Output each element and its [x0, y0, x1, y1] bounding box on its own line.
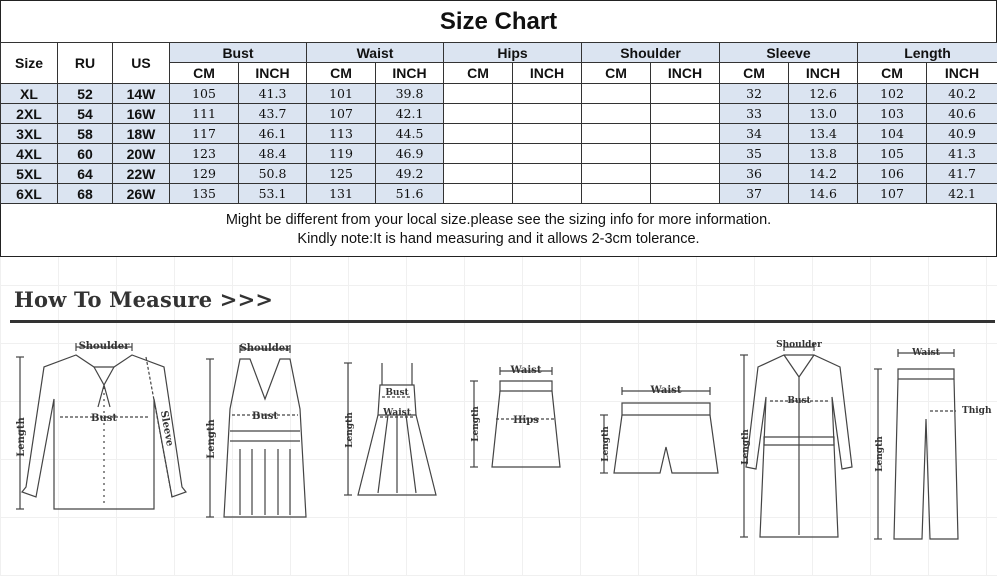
cell-waist-inch: 51.6	[376, 184, 444, 204]
size-notes	[0, 204, 997, 257]
note-line-1: Might be different from your local size.please see the sizing info for more information.	[225, 212, 772, 228]
cell-size: XL	[1, 84, 58, 104]
cell-sleeve-inch: 13.0	[789, 104, 858, 124]
cell-size: 6XL	[1, 184, 58, 204]
cell-waist-cm: 119	[307, 144, 376, 164]
cell-sleeve-inch: 13.8	[789, 144, 858, 164]
skirt-hips-label: Hips	[513, 415, 539, 426]
header-size: Size	[1, 43, 58, 84]
cell-sleeve-inch: 14.6	[789, 184, 858, 204]
unit-header-length-cm: CM	[858, 63, 927, 84]
shorts-diagram	[592, 377, 732, 497]
blouse-shoulder-label: Shoulder	[78, 341, 130, 352]
cell-hips-cm	[444, 104, 513, 124]
cell-us: 16W	[113, 104, 170, 124]
cell-size: 2XL	[1, 104, 58, 124]
pants-length-label: Length	[875, 436, 885, 472]
cell-shoulder-cm	[582, 124, 651, 144]
how-to-measure-heading: How To Measure >>>	[14, 287, 274, 312]
cell-sleeve-cm: 34	[720, 124, 789, 144]
cell-shoulder-inch	[651, 164, 720, 184]
cell-bust-cm: 129	[170, 164, 239, 184]
skirt-length-label: Length	[471, 406, 481, 442]
cell-waist-inch: 44.5	[376, 124, 444, 144]
cell-length-cm: 103	[858, 104, 927, 124]
cell-length-cm: 105	[858, 144, 927, 164]
cell-waist-inch: 49.2	[376, 164, 444, 184]
cell-hips-inch	[513, 184, 582, 204]
tank-length-label: Length	[206, 419, 217, 459]
cell-sleeve-inch: 14.2	[789, 164, 858, 184]
cell-shoulder-cm	[582, 164, 651, 184]
shorts-length-label: Length	[601, 426, 611, 462]
tank-bust-label: Bust	[252, 411, 278, 422]
blouse-length-label: Length	[16, 417, 27, 457]
unit-header-waist-inch: INCH	[376, 63, 444, 84]
coat-length-label: Length	[741, 429, 751, 465]
unit-header-hips-cm: CM	[444, 63, 513, 84]
dress-diagram	[338, 355, 456, 555]
coat-bust-label: Bust	[787, 396, 811, 406]
cell-ru: 60	[58, 144, 113, 164]
cell-bust-inch: 53.1	[239, 184, 307, 204]
cell-waist-inch: 39.8	[376, 84, 444, 104]
cell-length-cm: 102	[858, 84, 927, 104]
tank-top-diagram	[200, 339, 330, 575]
coat-shoulder-label: Shoulder	[776, 340, 822, 350]
size-rows	[1, 84, 997, 204]
header-bust: Bust	[170, 43, 307, 63]
cell-hips-cm	[444, 164, 513, 184]
cell-length-cm: 107	[858, 184, 927, 204]
cell-hips-inch	[513, 144, 582, 164]
cell-hips-inch	[513, 164, 582, 184]
unit-header-bust-cm: CM	[170, 63, 239, 84]
cell-length-inch: 42.1	[927, 184, 997, 204]
pants-thigh-label: Thigh	[962, 406, 992, 416]
skirt-waist-label: Waist	[510, 365, 542, 376]
unit-header-length-inch: INCH	[927, 63, 997, 84]
dress-waist-label: Waist	[383, 408, 411, 418]
cell-hips-cm	[444, 184, 513, 204]
cell-ru: 64	[58, 164, 113, 184]
size-table	[0, 42, 997, 204]
cell-shoulder-inch	[651, 184, 720, 204]
cell-hips-inch	[513, 104, 582, 124]
cell-us: 26W	[113, 184, 170, 204]
cell-ru: 54	[58, 104, 113, 124]
cell-waist-inch: 46.9	[376, 144, 444, 164]
cell-waist-cm: 125	[307, 164, 376, 184]
cell-hips-cm	[444, 84, 513, 104]
cell-bust-cm: 117	[170, 124, 239, 144]
cell-length-inch: 41.3	[927, 144, 997, 164]
cell-sleeve-cm: 32	[720, 84, 789, 104]
header-sleeve: Sleeve	[720, 43, 858, 63]
unit-header-hips-inch: INCH	[513, 63, 582, 84]
cell-shoulder-cm	[582, 144, 651, 164]
cell-us: 22W	[113, 164, 170, 184]
cell-bust-cm: 123	[170, 144, 239, 164]
blouse-diagram	[14, 337, 194, 575]
shorts-waist-label: Waist	[650, 385, 682, 396]
pants-diagram	[868, 339, 992, 575]
cell-size: 5XL	[1, 164, 58, 184]
cell-length-cm: 106	[858, 164, 927, 184]
pants-waist-label: Waist	[912, 348, 940, 358]
cell-size: 4XL	[1, 144, 58, 164]
blouse-sleeve-label: Sleeve	[157, 409, 175, 448]
cell-shoulder-cm	[582, 104, 651, 124]
cell-length-inch: 40.6	[927, 104, 997, 124]
tank-shoulder-label: Shoulder	[239, 343, 291, 354]
cell-sleeve-cm: 35	[720, 144, 789, 164]
unit-header-waist-cm: CM	[307, 63, 376, 84]
cell-ru: 68	[58, 184, 113, 204]
cell-length-inch: 41.7	[927, 164, 997, 184]
table-row	[1, 124, 997, 144]
coat-diagram	[734, 337, 864, 573]
cell-shoulder-inch	[651, 124, 720, 144]
cell-bust-inch: 46.1	[239, 124, 307, 144]
unit-header-shoulder-cm: CM	[582, 63, 651, 84]
table-row	[1, 164, 997, 184]
header-length: Length	[858, 43, 997, 63]
cell-length-inch: 40.9	[927, 124, 997, 144]
note-line-2: Kindly note:It is hand measuring and it allows 2-3cm tolerance.	[297, 231, 700, 247]
cell-ru: 58	[58, 124, 113, 144]
unit-header-shoulder-inch: INCH	[651, 63, 720, 84]
cell-hips-cm	[444, 144, 513, 164]
cell-sleeve-inch: 12.6	[789, 84, 858, 104]
cell-bust-cm: 111	[170, 104, 239, 124]
cell-us: 20W	[113, 144, 170, 164]
cell-waist-cm: 131	[307, 184, 376, 204]
cell-sleeve-cm: 37	[720, 184, 789, 204]
cell-length-inch: 40.2	[927, 84, 997, 104]
chart-title: Size Chart	[0, 0, 997, 43]
cell-hips-inch	[513, 124, 582, 144]
unit-header-sleeve-cm: CM	[720, 63, 789, 84]
heading-rule	[10, 320, 995, 323]
cell-us: 18W	[113, 124, 170, 144]
dress-length-label: Length	[345, 412, 355, 448]
table-row	[1, 104, 997, 124]
header-us: US	[113, 43, 170, 84]
cell-length-cm: 104	[858, 124, 927, 144]
cell-shoulder-cm	[582, 84, 651, 104]
cell-bust-inch: 48.4	[239, 144, 307, 164]
header-hips: Hips	[444, 43, 582, 63]
how-to-measure-section	[0, 257, 997, 576]
cell-size: 3XL	[1, 124, 58, 144]
cell-sleeve-cm: 36	[720, 164, 789, 184]
cell-shoulder-inch	[651, 104, 720, 124]
table-row	[1, 184, 997, 204]
cell-sleeve-inch: 13.4	[789, 124, 858, 144]
cell-bust-inch: 43.7	[239, 104, 307, 124]
header-waist: Waist	[307, 43, 444, 63]
unit-header-sleeve-inch: INCH	[789, 63, 858, 84]
cell-bust-inch: 41.3	[239, 84, 307, 104]
cell-sleeve-cm: 33	[720, 104, 789, 124]
cell-waist-cm: 113	[307, 124, 376, 144]
header-shoulder: Shoulder	[582, 43, 720, 63]
unit-header-bust-inch: INCH	[239, 63, 307, 84]
cell-us: 14W	[113, 84, 170, 104]
cell-bust-cm: 135	[170, 184, 239, 204]
cell-bust-inch: 50.8	[239, 164, 307, 184]
blouse-bust-label: Bust	[91, 413, 117, 424]
table-row	[1, 84, 997, 104]
cell-ru: 52	[58, 84, 113, 104]
cell-shoulder-cm	[582, 184, 651, 204]
cell-hips-inch	[513, 84, 582, 104]
cell-waist-inch: 42.1	[376, 104, 444, 124]
cell-hips-cm	[444, 124, 513, 144]
cell-bust-cm: 105	[170, 84, 239, 104]
skirt-diagram	[462, 357, 580, 527]
cell-waist-cm: 107	[307, 104, 376, 124]
dress-bust-label: Bust	[385, 388, 409, 398]
header-ru: RU	[58, 43, 113, 84]
table-row	[1, 144, 997, 164]
cell-waist-cm: 101	[307, 84, 376, 104]
cell-shoulder-inch	[651, 84, 720, 104]
cell-shoulder-inch	[651, 144, 720, 164]
